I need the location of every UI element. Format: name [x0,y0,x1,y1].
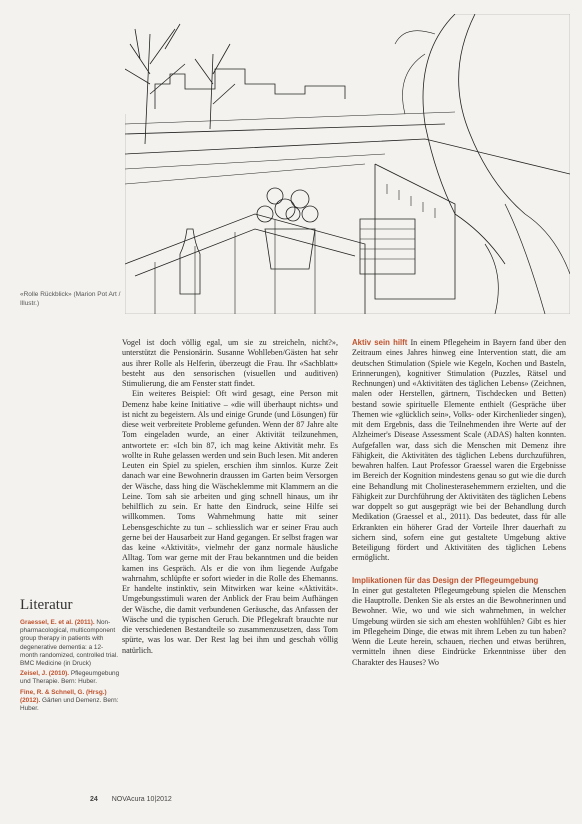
paragraph-text: In einem Pflegeheim in Bayern fand über den Zeitraum eines Jahres hinweg eine Intervention statt, die am deutschen Stimulation (Spiele wie Kegeln, Kochen und Basteln, Erinnerungen), kognitiver Stimulation (Puzzles, Rätsel und Rechnungen) und «Aktivitäten des täglichen Lebens» (Zeichnen, malen oder Herstellen, gärtnern, Tischdecken und Betten) bestand sowie spirituelle Elemente enthielt (Gespräche über Themen wie «glücklich sein», Volks- oder Kirchenlieder singen), mit dem Ergebnis, dass die Teilnehmenden ihre Werte auf der Alzheimer's Disease Assessment Scale (ADAS) halten konnten. Aufgefallen war, dass sich die Menschen mit Demenz ihre Fähigkeit, die Aktivitäten des täglichen Lebens durchzuführen, bewahren halfen. Laut Professor Graessel waren die Ergebnisse im Bereich der Kognition mindestens genau so gut wie die durch eine Behandlung mit Cholinesterasehemmern erzielten, und die Fähigkeit zur Durchführung der Aktivitäten des täglichen Lebens war doppelt so gut ausgeprägt wie bei der Behandlung durch Medikation (Graessel et al., 2011). Das bedeutet, dass für alle Erkrankten ein höherer Grad der Vorteile Ihrer dauerhaft zu sichern sind, sofern eine gut gestaltete Umgebung aktive Beteiligung fördert und Aktivitäten des täglichen Lebens ermöglicht. [352,338,567,563]
reference-item [20,689,120,714]
paragraph [352,338,566,564]
column-right [352,338,566,668]
reference-text: Pflegeumgebung und Therapie. Bern: Huber. [20,670,120,686]
page-number: 24 [90,796,98,803]
reference-text: Gärten und Demenz. Bern: Huber. [20,696,119,713]
literature-heading: Literatur [20,597,73,613]
page-footer [90,796,172,803]
reference-author: Graessel, E. et al. (2011). [20,619,95,626]
paragraph [352,576,566,668]
illustration-caption: «Rolle Rückblick» (Marion Pot Art / Illustr.) [20,291,121,307]
literature-box [20,597,120,715]
reference-text: Non-pharmacological, multicomponent group therapy in patients with degenerative dementia: a 12-month randomized, controlled trial. BMC Medicine (in Druck) [20,619,119,668]
section-subheading: Implikationen für das Design der Pflegeumgebung [352,575,539,585]
reference-item [20,670,120,686]
paragraph: Ein weiteres Beispiel: Oft wird gesagt, eine Person mit Demenz habe keine Initiative – «die will überhaupt nichts» und ist nicht zu begeistern. Als und einige Grunde (und Lösungen) für diese weit verbreitete Probleme gefunden. Wenn der 87 Jahre alte Tom eingeladen wurde, an einer Aktivität teilzunehmen, antwortete er: «Ich bin 87, ich mag keine Aktivität mehr. Es wollte in Ruhe gelassen werden und sein Buch lesen. Mit anderen Leuten ein Spiel zu spielen, erschien ihm sinnlos. Kurze Zeit danach war eine Bewohnerin draussen im Garten beim Versorgen der Wäsche, dass hing die Wäscheklemme mit Klammern an die Leine. Tom sah sie arbeiten und ging schnell hinaus, um ihr behilflich zu sein. Er hatte den Eindruck, seine Hilfe sei willkommen. Toms Wahrnehmung hatte mit seiner Lebensgeschichte zu tun – schliesslich war er seiner Frau auch gerne bei der Hausarbeit zur Hand gegangen. Er selbst fragen war das keine «Aktivität», vielmehr der ganz normale häusliche Alltag. Tom war gerne mit der Frau bekanntmen und die beiden kamen ins Gespräch. Als er die von ihm liegende Aufgabe wahrnahm, schlüpfte er sofort wieder in die Rolle des Ehemanns. Er handelte instinktiv, sein Mitwirken war keine «Aktivität». Umgebungsstimuli waren der Anblick der Frau beim Aufhängen der Wäsche, die damit verbundenen Geräusche, das Anfassen der Wäsche und die typischen Geruch. Die Pflegekraft brauchte nur die verschiedenen Bestandteile so zusammenzusetzen, dass Tom spürte, was los war. Der Rest lag bei ihm und geschah völlig natürlich. [122,389,338,655]
reference-author: Zeisel, J. (2010). [20,670,70,678]
garden-illustration [125,14,570,314]
journal-issue: NOVAcura 10|2012 [111,796,172,803]
paragraph: Vogel ist doch völlig egal, um sie zu streicheln, nicht?», unterstützt die Pensionärin. Susanne Wohlleben/Gästen hat sehr aus ihrer Rolle als Helferin, überzeugt die Frau. Ihr «Sachblatt» besteht aus den sensorischen (visuellen und auditiven) Stimulierung, die am Fenster statt findet. [122,338,338,388]
reference-author: Fine, R. & Schnell, G. (Hrsg.) (2012). [20,688,107,704]
inline-heading: Aktiv sein hilft [352,338,408,347]
paragraph-text: In einer gut gestalteten Pflegeumgebung spielen die Menschen die Hauptrolle. Denken Sie als erstes an die Bewohnerinnen und Bewohner. Wie, wo und wie sich wahrnehmen, in welcher Umgebung würden sie sich am ehesten wohlfühlen? Gibt es hier im Pflegeheim Dinge, die etwas mit ihrem Leben zu tun haben? Wenn die Leute herein, schauen, riechen und etwas berühren, vermitteln ihnen diese Eindrücke Erkenntnisse über den Charakter des Hauses? Wo [352,585,566,667]
reference-item [20,619,120,668]
column-middle [122,338,338,656]
